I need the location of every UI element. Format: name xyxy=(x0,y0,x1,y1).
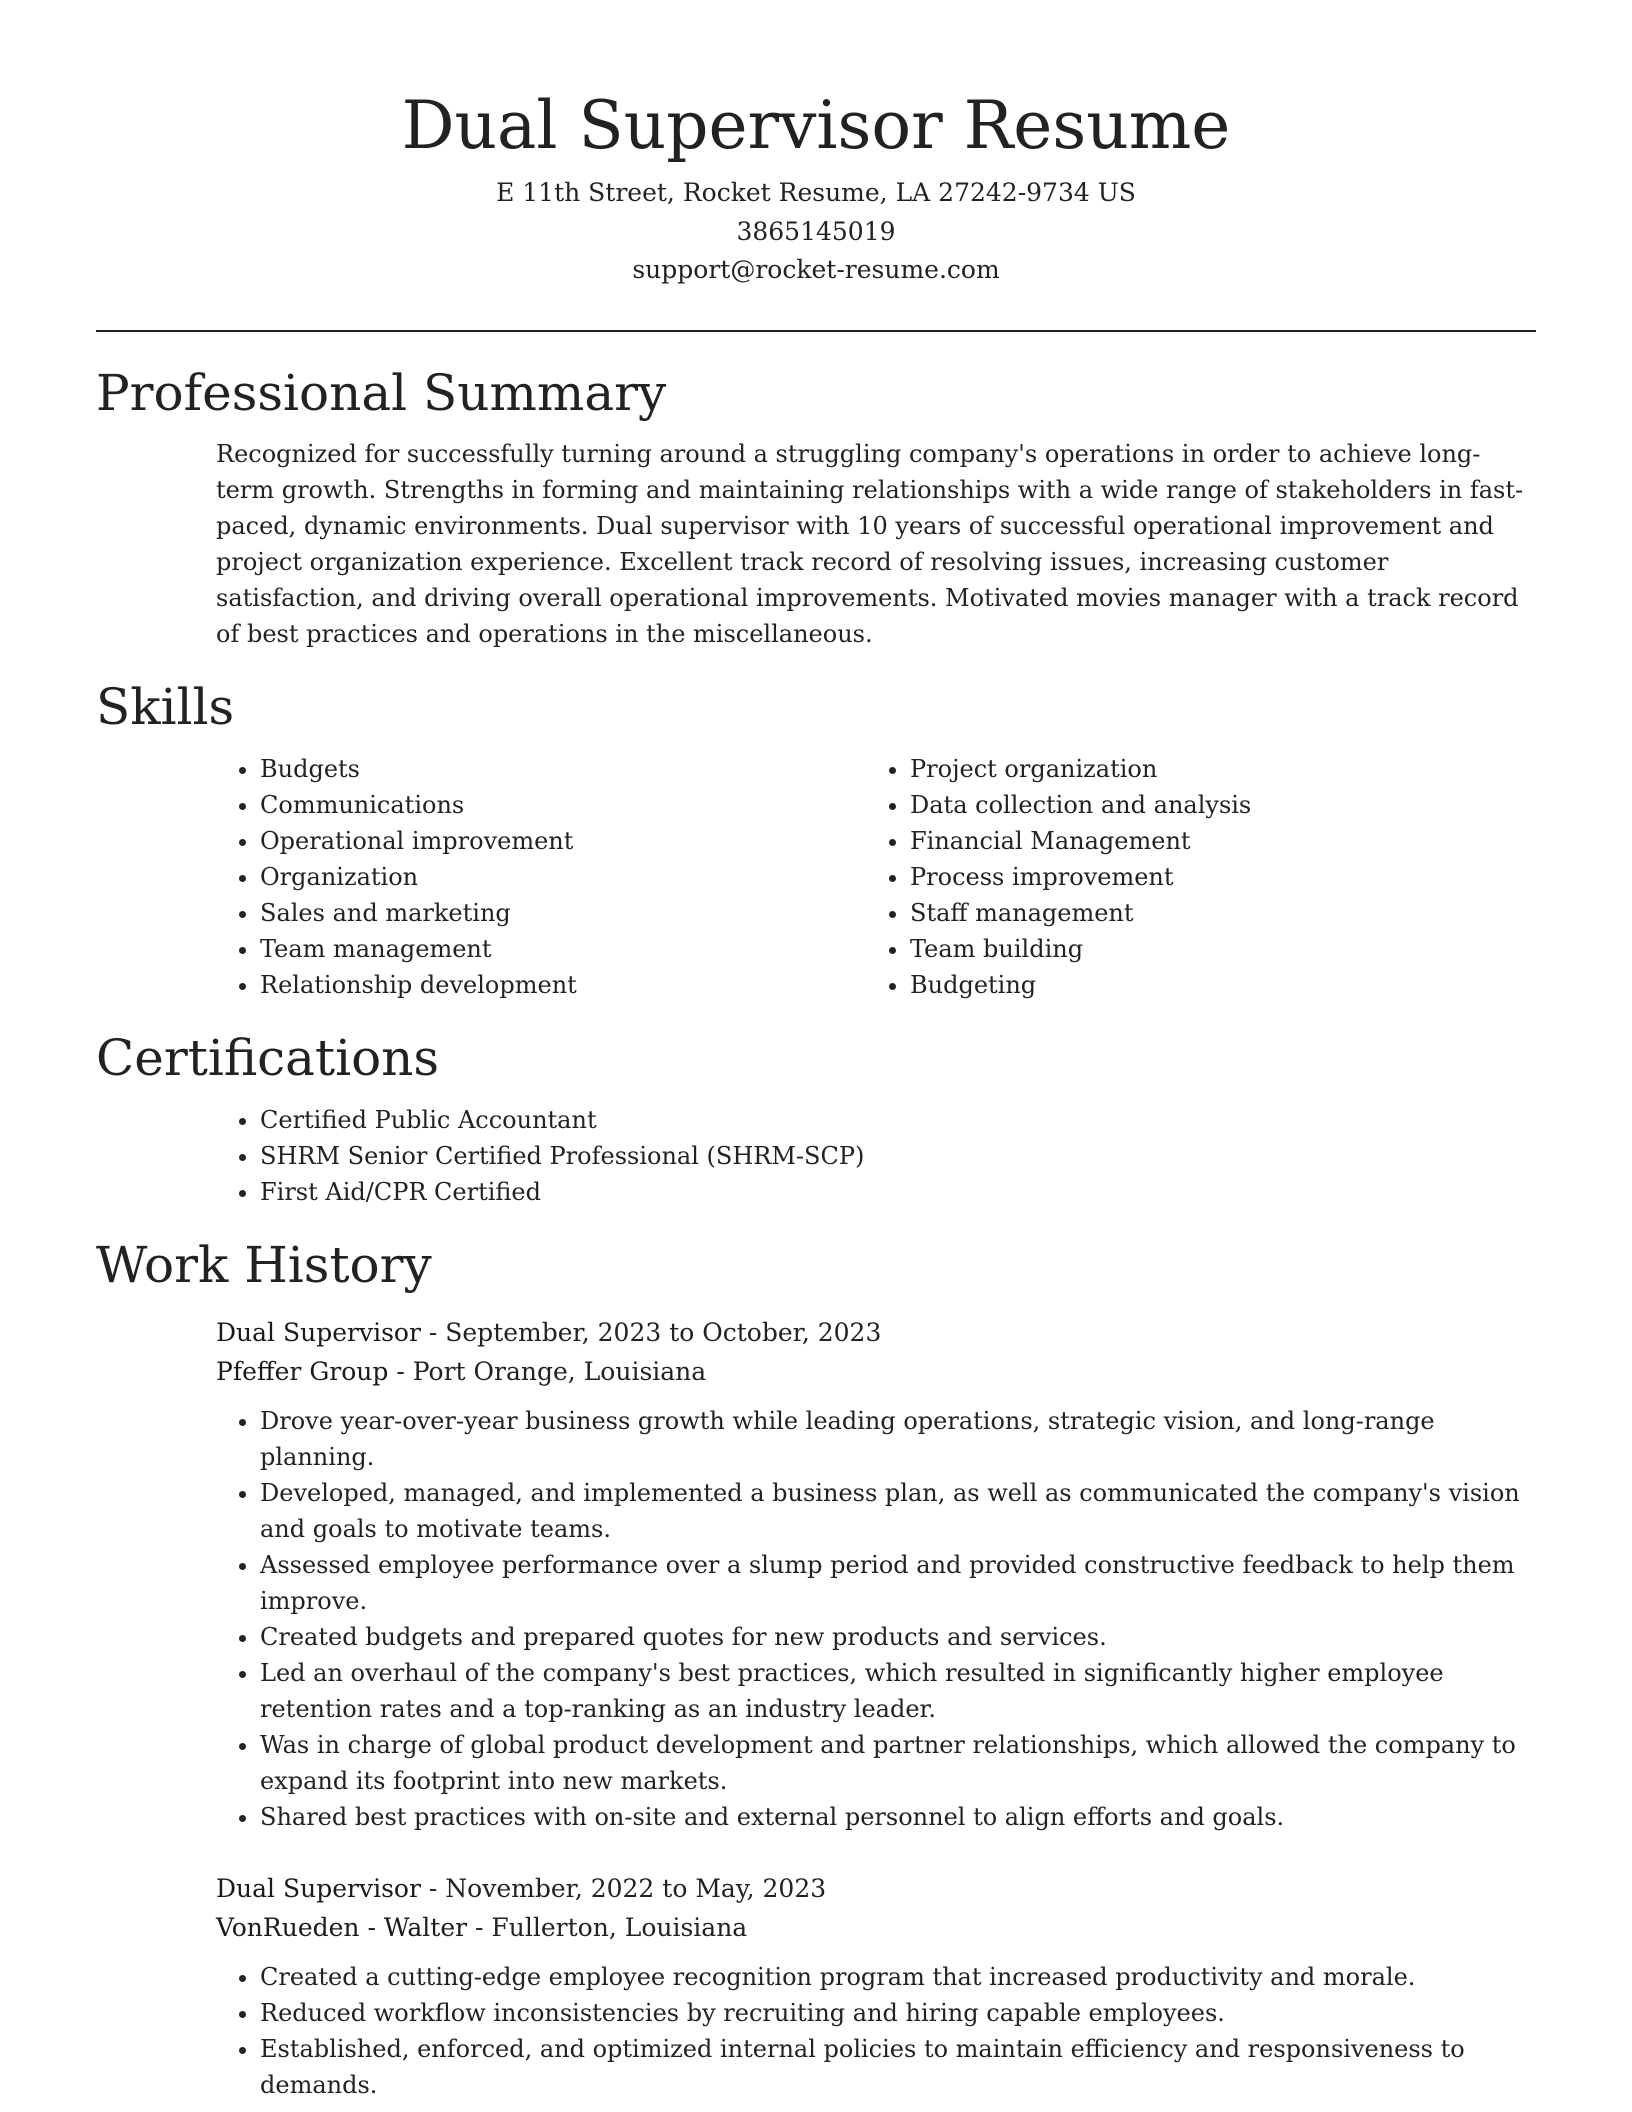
header-divider xyxy=(96,330,1536,332)
resume-header xyxy=(96,0,1536,332)
resume-page xyxy=(96,0,1536,2103)
job-company-line xyxy=(216,1352,1536,1391)
skills-column-right xyxy=(866,751,1516,1003)
job-entry xyxy=(216,1869,1536,2103)
job-company-line xyxy=(216,1908,1536,1947)
summary-paragraph: Recognized for successfully turning around a struggling company's operations in order to achieve long-term growth. Strengths in forming and maintaining relationships with a wide range of stakeholders in fast-paced, dynamic environments. Dual supervisor with 10 years of successful operational improvement and project organization experience. Excellent track record of resolving issues, increasing customer satisfaction, and driving overall operational improvements. Motivated movies manager with a track record of best practices and operations in the miscellaneous. xyxy=(216,439,1524,648)
job-bullets xyxy=(216,1959,1536,2103)
job-bullet: • Created a cutting-edge employee recognition program that increased productivity and morale. xyxy=(260,1959,1536,1995)
skill-item: • Process improvement xyxy=(910,859,1516,895)
skill-item: • Communications xyxy=(260,787,866,823)
job-bullet: • Led an overhaul of the company's best practices, which resulted in significantly higher employee retention rates and a top-ranking as an industry leader. xyxy=(260,1655,1536,1727)
resume-title: Dual Supervisor Resume xyxy=(401,87,1231,164)
job-bullet: • Developed, managed, and implemented a business plan, as well as communicated the company's vision and goals to motivate teams. xyxy=(260,1475,1536,1547)
certification-item: • First Aid/CPR Certified xyxy=(260,1174,1536,1210)
skill-item: • Financial Management xyxy=(910,823,1516,859)
job-bullet: • Drove year-over-year business growth while leading operations, strategic vision, and long-range planning. xyxy=(260,1403,1536,1475)
job-entry xyxy=(216,1313,1536,1835)
certifications-block xyxy=(216,1102,1536,1210)
contact-info xyxy=(96,174,1536,290)
skill-item: • Staff management xyxy=(910,895,1516,931)
job-role: Dual Supervisor xyxy=(216,1317,421,1347)
section-title-certifications: Certifications xyxy=(96,1028,440,1087)
skill-item: • Team management xyxy=(260,931,866,967)
skills-grid xyxy=(216,751,1536,1003)
certification-item: • Certified Public Accountant xyxy=(260,1102,1536,1138)
job-dates: - November, 2022 to May, 2023 xyxy=(420,1873,827,1903)
skills-list-right xyxy=(866,751,1516,1003)
skills-list-left xyxy=(216,751,866,1003)
job-title-line xyxy=(216,1313,1536,1352)
job-role: Dual Supervisor xyxy=(216,1873,421,1903)
job-bullet: • Created budgets and prepared quotes for new products and services. xyxy=(260,1619,1536,1655)
skills-column-left xyxy=(216,751,866,1003)
job-company: VonRueden - Walter xyxy=(216,1912,468,1942)
address-text: E 11th Street, Rocket Resume, LA 27242-9734 US xyxy=(496,178,1136,207)
skill-item: • Team building xyxy=(910,931,1516,967)
job-bullet: • Reduced workflow inconsistencies by recruiting and hiring capable employees. xyxy=(260,1995,1536,2031)
skill-item: • Data collection and analysis xyxy=(910,787,1516,823)
section-title-summary: Professional Summary xyxy=(96,363,667,422)
job-bullet: • Shared best practices with on-site and external personnel to align efforts and goals. xyxy=(260,1799,1536,1835)
section-title-work-history: Work History xyxy=(96,1235,432,1294)
skill-item: • Project organization xyxy=(910,751,1516,787)
skill-item: • Sales and marketing xyxy=(260,895,866,931)
job-company: Pfeffer Group xyxy=(216,1356,389,1386)
phone-text: 3865145019 xyxy=(736,216,896,246)
email-text: support@rocket-resume.com xyxy=(632,255,1000,284)
job-bullet: • Assessed employee performance over a slump period and provided constructive feedback to help them improve. xyxy=(260,1547,1536,1619)
job-bullets xyxy=(216,1403,1536,1835)
section-title-skills: Skills xyxy=(96,677,235,736)
job-location: - Fullerton, Louisiana xyxy=(467,1912,748,1942)
job-bullet: • Established, enforced, and optimized internal policies to maintain efficiency and responsiveness to demands. xyxy=(260,2031,1536,2103)
certifications-list xyxy=(216,1102,1536,1210)
skill-item: • Organization xyxy=(260,859,866,895)
skill-item: • Operational improvement xyxy=(260,823,866,859)
skill-item: • Budgets xyxy=(260,751,866,787)
job-location: - Port Orange, Louisiana xyxy=(388,1356,707,1386)
job-dates: - September, 2023 to October, 2023 xyxy=(420,1317,882,1347)
skill-item: • Budgeting xyxy=(910,967,1516,1003)
job-bullet: • Was in charge of global product development and partner relationships, which allowed the company to expand its footprint into new markets. xyxy=(260,1727,1536,1799)
certification-item: • SHRM Senior Certified Professional (SHRM-SCP) xyxy=(260,1138,1536,1174)
job-title-line xyxy=(216,1869,1536,1908)
skill-item: • Relationship development xyxy=(260,967,866,1003)
